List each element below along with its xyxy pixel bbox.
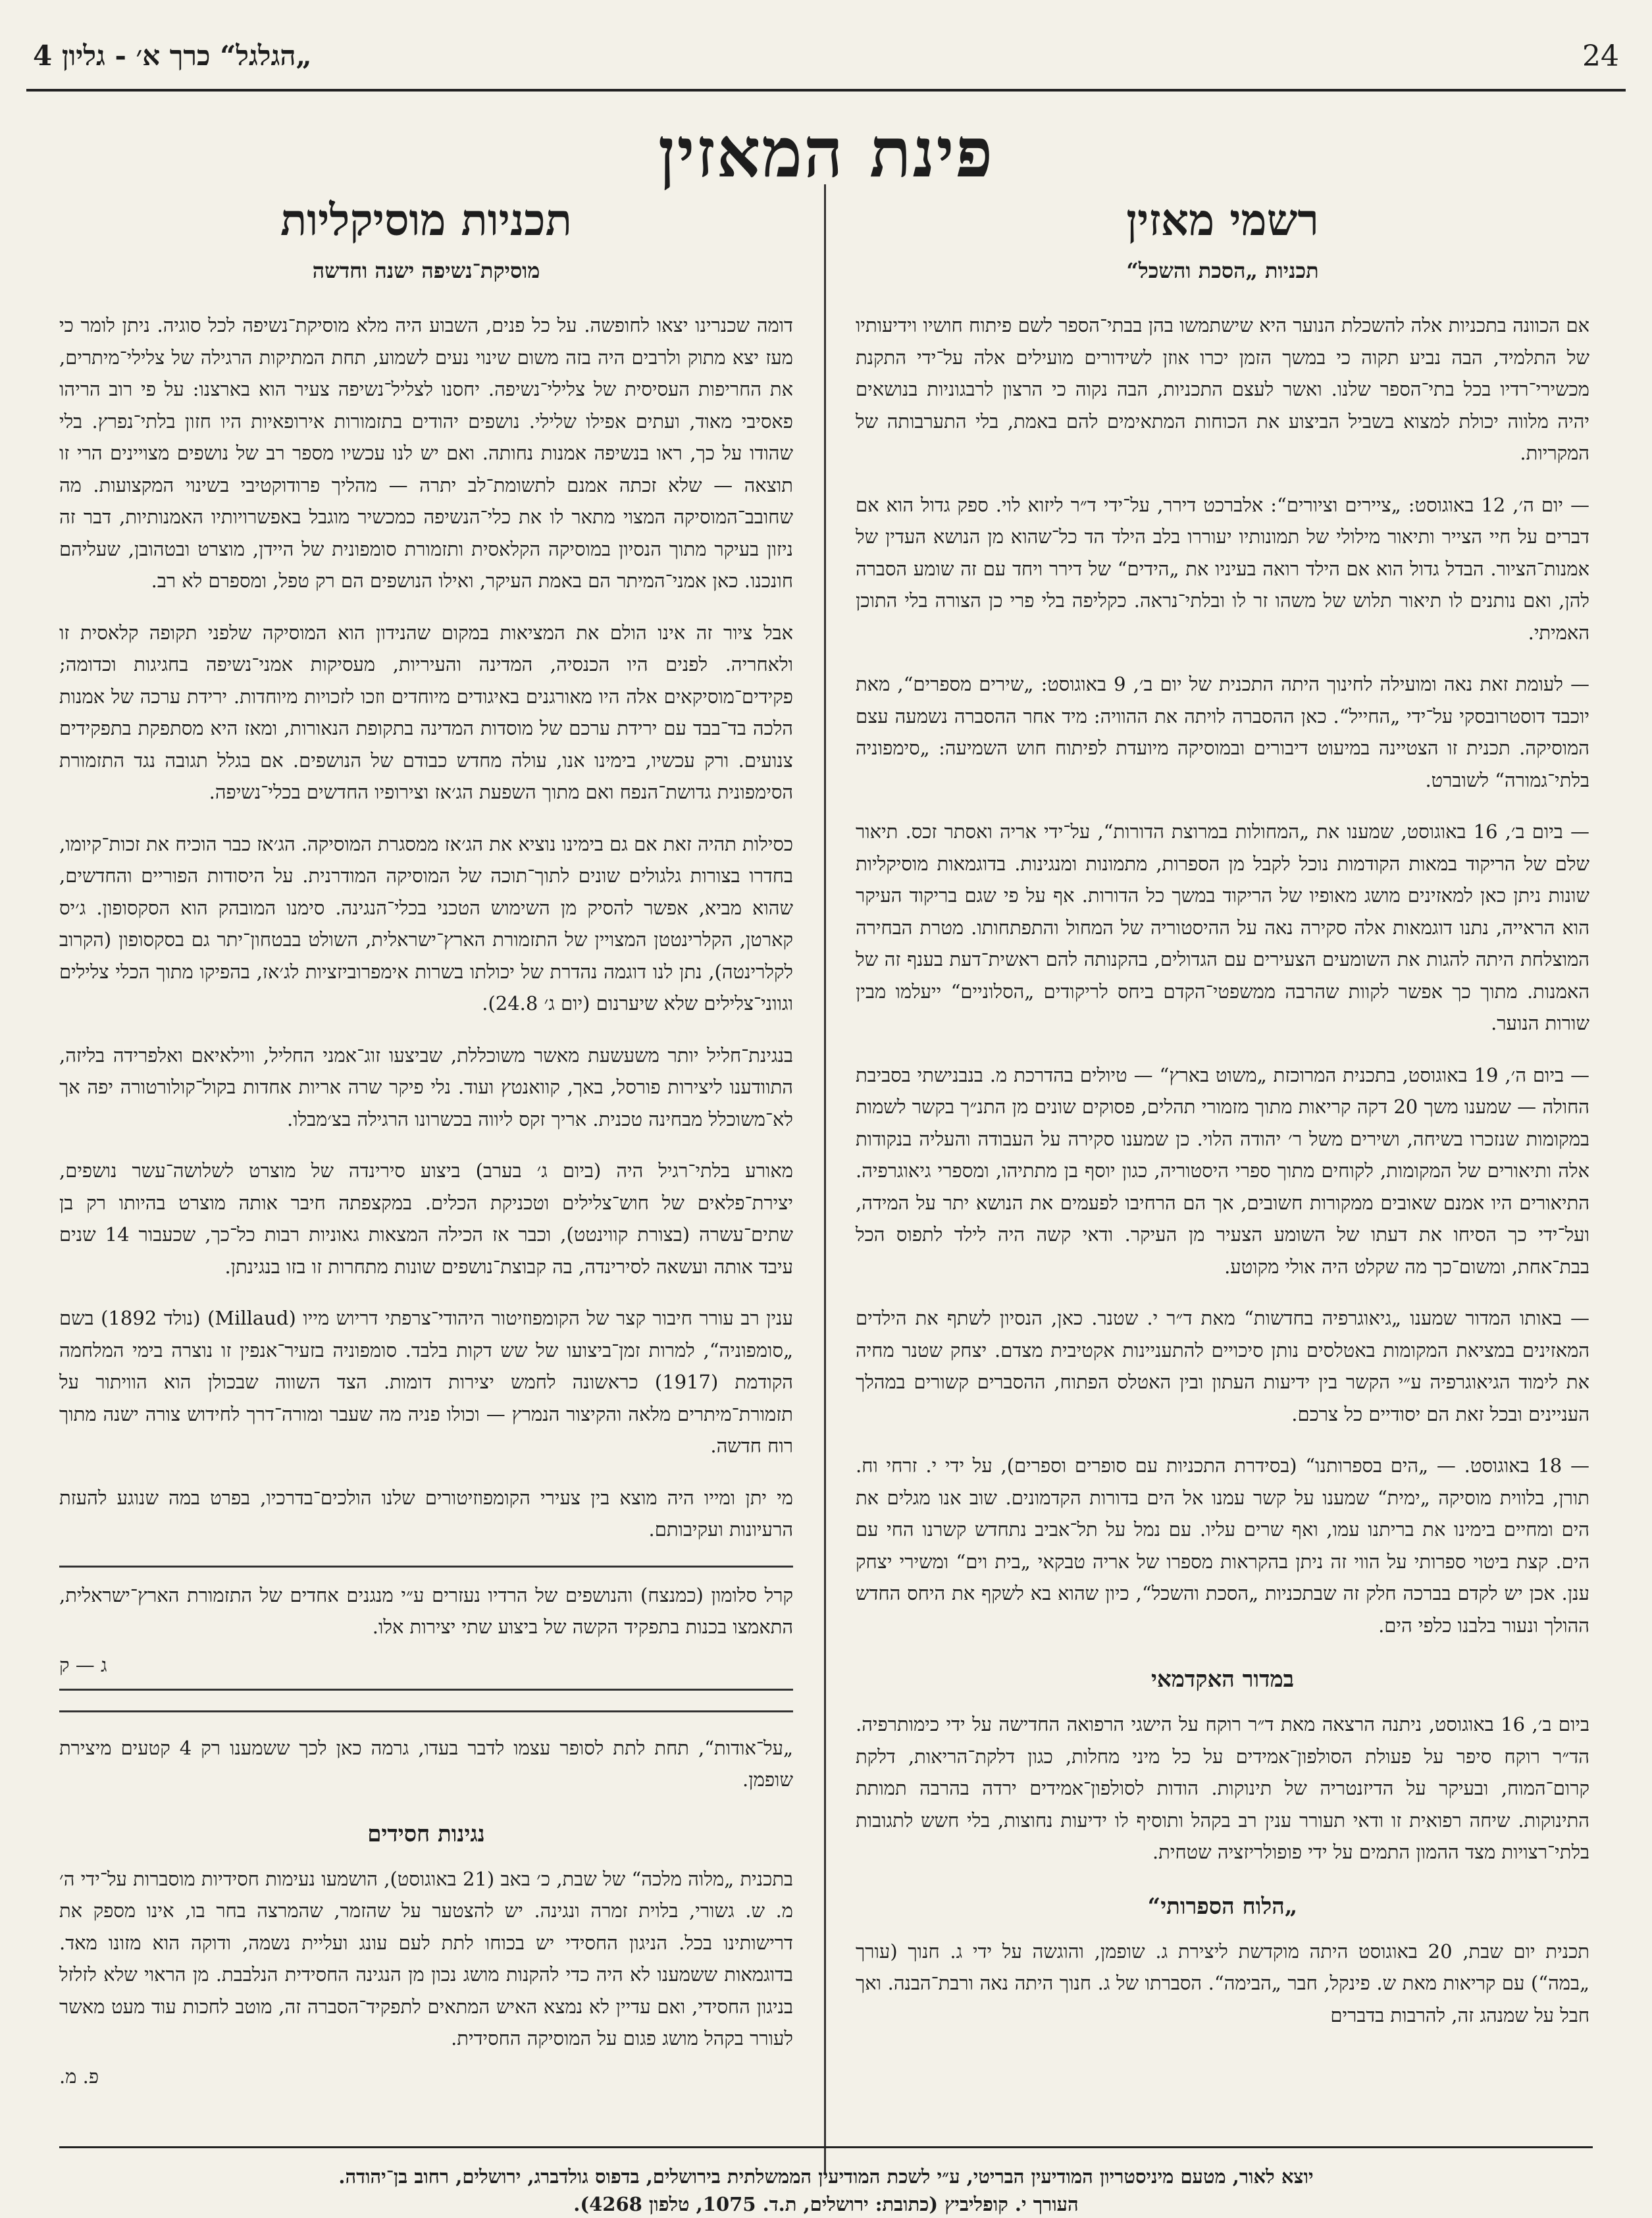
signature: פ. מ. [59, 2065, 99, 2088]
signature: ג — ק [59, 1653, 107, 1676]
chopin-note: „על־אודות“, תחת לתת לסופר עצמו לדבר בעדו, גרמה כאן לכך ששמענו רק 4 קטעים מיצירת שופמן. [59, 1736, 793, 1791]
hasidic-paragraph: בתכנית „מלוה מלכה“ של שבת, כ׳ באב (21 באוגוסט), הושמעו נעימות חסידיות מוסברות על־ידי ה׳ מ. ש. גשורי, בלוית זמרה ונגינה. יש להצטער על שהזמר, שהמרצה בחר בו, אינו מספק את דרישותינו בכל. הניגון החסידי יש בכוחו לתת לעם עונג ועליית נשמה, ודוקה הוא מזונו מאד. בדוגמאות ששמענו לא היה כדי להקנות מושג נכון מן הנגינה החסידית הנלבבת. מן הראוי שלא לזלזל בניגון החסידי, ואם עדיין לא נמצא האיש המתאים לתפקיד־הסברה זה, מוטב לחכות עוד מעט מאשר לעורר בקהל מושג פגום על המוסיקה החסידית. [59, 1867, 793, 2049]
hasidic-heading: נגינות חסידים [367, 1820, 485, 1847]
paragraph: כסילות תהיה זאת אם גם בימינו נוציא את הג׳אז ממסגרת המוסיקה. הג׳אז כבר הוכיח את זכות־קיומו, בחדרו בצורות גלגולים שונים לתוך־תוכה של המוסיקה המודרנית. על היסודות הפוריים והחדשים, שהוא מביא, אפשר להסיק מן השימוש הטכני בכלי־הנגינה. סימנו המובהק הוא הסקסופון. ג׳יס קארטן, הקלרינטטן המצויין של התזמורת הארץ־ישראלית, השולט בבטחון־יתר גם בסקסופון (הקרוב לקלרינטה), נתן לנו דוגמה נהדרת של יכולתו בשרות אימפרוביזציות לג׳אז, בהפיקו מתוך הכלי צלילים וגווני־צלילים שלא שיערנום (יום ג׳ 24.8). [59, 832, 793, 1015]
main-title: פינת המאזין [658, 112, 994, 193]
boxed-note [59, 1566, 793, 1691]
section-divider [59, 1710, 793, 1712]
paragraph: — יום ה׳, 12 באוגוסט: „ציירים וציורים“: אלברכט דירר, על־ידי ד״ר ליזוא לוי. ספק גדול הוא אם דברים על חיי הצייר ותיאור מילולי של תמונותיו יעוררו בלב הילד הד כל־שהוא מן הנושא העדין של אמנות־הציור. הבדל גדול הוא אם הילד רואה בעיניו את „הידים“ של דירר ויחד עם זה שומע הסברה להן, ואם נותנים לו תיאור תלוש של משהו זר לו ובלתי־נראה. כקליפה בלי פרי כן הצורה בלי התוכן האמיתי. [856, 493, 1589, 644]
running-head: „הגלגל“ כרך א׳ - גליון 4 [33, 40, 312, 72]
editor-line: העורך י. קופליביץ (כתובת: ירושלים, ת.ד. 1075, טלפון 4268). [573, 2193, 1079, 2215]
boxed-note-text: קרל סלומון (כמנצח) והנושפים של הרדיו נעזרים ע״י מנגנים אחדים של התזמורת הארץ־ישראלית, התאמצו בכנות בתפקיד הקשה של ביצוע שתי יצירות אלו. [59, 1583, 793, 1638]
academic-heading: במדור האקדמאי [1151, 1666, 1294, 1693]
right-column-title: רשמי מאזין [1126, 194, 1319, 246]
paragraph: — ביום ב׳, 16 באוגוסט, שמענו את „המחולות במרוצת הדורות“, על־ידי אריה ואסתר זכס. תיאור שלם של הריקוד במאות הקודמות נוכל לקבל מן הספרות, מתמונות ומנגינות. בדוגמאות מוסיקליות שונות ניתן כאן למאזינים מושג מאופיו של הריקוד במשך כל הדורות. אף על פי שגם בריקוד העיקר הוא הראייה, נתנו דוגמאות אלה סקירה נאה על ההיסטוריה של המחול והתפתחותו. מטרת הבחירה המוצלחת היתה להגות את השומעים הצעירים עם הגדולים, בהקנותה להם ראשית־דעת בענף זה של האמנות. מתוך כך אפשר לקוות שהרבה ממשפטי־הקדם ביחס לריקודים „הסלוניים“ ייעלמו מבין שורות הנוער. [856, 820, 1590, 1034]
paragraph: — באותו המדור שמענו „גיאוגרפיה בחדשות“ מאת ד״ר י. שטנר. כאן, הנסיון לשתף את הילדים המאזינים במציאת המקומות באטלסים נותן סיכויים להתעניינות אקטיבית מצדם. יצחק שטנר מחיה את לימוד הגיאוגרפיה ע״י הקשר בין ידיעות העתון ובין האטלס הפתוח, ההסברים קשורים במהלך העניינים ובכל זאת הם יסודיים כל צרכם. [856, 1307, 1589, 1425]
paragraph: בנגינת־חליל יותר משעשעת מאשר משוכללת, שביצעו זוג־אמני החליל, ווילאיאם ואלפרידה בליזה, התוודענו ליצירות פורסל, באך, קוואנטץ ועוד. נלי פיקר שרה אריות אחדות בקול־קולורטורה יפה אך לא־משוכלל מבחינה טכנית. אריך זקס ליווה בכשרונו הרגילה בצ׳מבלו. [59, 1043, 793, 1130]
footer-rule [59, 2146, 1593, 2148]
paragraph: אבל ציור זה אינו הולם את המציאות במקום שהנידון הוא המוסיקה שלפני תקופה קלאסית זו ולאחריה. לפנים היו הכנסיה, המדינה והעיריות, מעסיקות אמני־נשיפה בחגיגות וכדומה; פקידים־מוסיקאים אלה היו מאורגנים באיגודים מיוחדים וזכו לזכויות מיוחדות. ירידת ערכה של אמנות הלכה בד־בבד עם ירידת ערכם של מוסדות המדינה בתקופת הנאורות, ומאז היא מסתפקת בתפקידים צנועים. ורק עכשיו, בימינו אנו, עולה מחדש כבודם של הנושפים. אם בגלל תגובה נגד התזמורת הסימפונית גדושת־הנפח ואם מתוך השפעת הג׳אז וצירופיו החדשים בכלי־נשיפה. [59, 621, 793, 803]
imprint-line: יוצא לאור, מטעם מיניסטריון המודיעין הבריטי, ע״י לשכת המודיעין הממשלתית בירושלים, בדפוס גולדברג, ירושלים, רחוב בן־יהודה. [338, 2165, 1314, 2188]
academic-paragraph: ביום ב׳, 16 באוגוסט, ניתנה הרצאה מאת ד״ר רוקח על הישגי הרפואה החדישה על ידי כימותרפיה. הד״ר רוקח סיפר על פעולת הסולפון־אמידים על כל מיני מחלות, כגון דלקת־הריאות, דלקת קרום־המוח, ובעיקר על הדיזנטריה של תינוקות. הודות לסולפון־אמידים ירדה בהרבה תמותת התינוקות. שיחה רפואית זו ודאי תעורר ענין רב בקהל ותוסיף לו ידיעות נחוצות, בלי חשש לתגובות בלתי־רצויות מצד ההמון התמים על ידי פופולריזציה שטחית. [856, 1713, 1589, 1863]
right-column [856, 194, 1589, 2051]
left-column [59, 194, 793, 2095]
column-divider [824, 184, 826, 2173]
header-rule [26, 89, 1626, 92]
paragraph: מי יתן ומייו היה מוצא בין צעירי הקומפוזיטורים שלנו הולכים־בדרכיו, בפרט במה שנוגע להעזת הרעיונות ועקיבותם. [59, 1486, 793, 1541]
left-column-title: תכניות מוסיקליות [280, 194, 572, 246]
literary-paragraph: תכנית יום שבת, 20 באוגוסט היתה מוקדשת ליצירת ג. שופמן, והוגשה על ידי ג. חנוך (עורך „במה“) עם קריאות מאת ש. פינקל, חבר „הבימה“. הסברתו של ג. חנוך היתה נאה ורבת־הבנה. ואך חבל על שמנהג זה, להרבות בדברים [856, 1940, 1589, 2026]
page-header [26, 40, 1626, 86]
paragraph: — לעומת זאת נאה ומועילה לחינוך היתה התכנית של יום ב׳, 9 באוגוסט: „שירים מספרים“, מאת יוכבד דוסטרובסקי על־ידי „החייל“. כאן ההסברה לויתה את ההוויה: מיד אחר ההסברה נשמעה עצם המוסיקה. תכנית זו הצטיינה במיעוט דיבורים ובמוסיקה מיועדת לפיתוח חוש השמיעה: „סימפוניה בלתי־גמורה“ לשוברט. [856, 673, 1590, 791]
left-column-subtitle: מוסיקת־נשיפה ישנה וחדשה [312, 258, 540, 283]
paragraph: ענין רב עורר חיבור קצר של הקומפוזיטור היהודי־צרפתי דריוש מייו (Millaud) (נולד 1892) בשם „סומפוניה“, למרות זמן־ביצועו של שש דקות בלבד. סומפוניה בזעיר־אנפין זו נוצרה בימי המלחמה הקודמת (1917) כראשונה לחמש יצירות דומות. הצד השווה שבכולן הוא הוויתור על תזמורת־מיתרים מלאה והקיצור הנמרץ — וכולו פניה מה שעבר ומורה־דרך לחידוש צורה ישנה מתוך רוח חדשה. [59, 1307, 793, 1457]
paragraph: מאורע בלתי־רגיל היה (ביום ג׳ בערב) ביצוע סירינדה של מוצרט לשלושה־עשר נושפים, יצירת־פלאים של חוש־צלילים וטכניקת הכלים. במקצפתה חיבר אותה מוצרט בהיותו רק בן שתים־עשרה (בצורת קווינטט), וכבר אז הכילה המצאות גאוניות רבות כל־כך, שכעבור 14 שנים עיבד אותה ועשאה לסירינדה, בה קבוצת־נושפים שונות מתחרות זו בזו בנגינתן. [59, 1159, 793, 1278]
paragraph: אם הכוונה בתכניות אלה להשכלת הנוער היא שישתמשו בהן בבתי־הספר לשם פיתוח חושיו וידיעותיו של התלמיד, הבה נביע תקוה כי במשך הזמן יכרו אוזן לשידורים מועילים אלה על־ידי התקנת מכשירי־רדיו בכל בתי־הספר שלנו. ואשר לעצם התכניות, הבה נקוה כי הרצון לרבגוניות בנושאים יהיה מלווה יכולת למצוא בשביל הביצוע את הכוחות המתאימים להם באמת, בלי התערבותה של המקריות. [856, 314, 1590, 464]
paragraph: דומה שכנרינו יצאו לחופשה. על כל פנים, השבוע היה מלא מוסיקת־נשיפה לכל סוגיה. ניתן לומר כי מעז יצא מתוק ולרבים היה בזה משום שינוי נעים לשמוע, תחת המתיקות הרגילה של צלילי־מיתרים, את החריפות העסיסית של צלילי־נשיפה. יחסנו לצליל־נשיפה צעיר הוא בארצנו: על פי רוב הריהו פאסיבי מאוד, ועתים אפילו שלילי. נושפים יהודים בתזמורות אירופאיות היו חזון בלתי־נפרץ. בלי שהודו על כך, ראו בנשיפה אמנות נחותה. ואם יש לנו עכשיו מספר רב של נושפים מצויינים הרי זו תוצאה — שלא זכתה אמנם לתשומת־לב יתרה — מהליך פרודוקטיבי בשינוי המקצועות. מה שחובב־המוסיקה המצוי מתאר לו את כלי־הנשיפה כמכשיר מוגבל באפשרויותיו האמנותיות, דבר זה ניזון בעיקר מתוך הנסיון במוסיקה הקלאסית ותזמורת סומפונית של היידן, מוצרט ובטהובן, שעליהם חונכנו. כאן אמני־המיתר הם באמת העיקר, ואילו הנושפים הם רק טפל, ומספרם לא רב. [59, 314, 793, 592]
literary-heading: „הלוח הספרותי“ [1147, 1893, 1298, 1920]
right-column-subtitle: תכניות „הסכת והשכל“ [1126, 258, 1319, 283]
paragraph: — 18 באוגוסט. — „הים בספרותנו“ (בסידרת התכניות עם סופרים וספרים), על ידי י. זרחי וח. תורן, בלווית מוסיקה „ימית“ שמענו על קשר עמנו אל הים בדורות הקדמונים. שוב אנו מגלים את הים ומחיים בימינו את בריתנו עמו, ואף שרים עליו. עם נמל על תל־אביב נתחדש קשרנו החי עם הים. קצת ביטוי ספרותי על הווי זה ניתן בהקראות מספרו של אריה טבקאי „בית וים“ ומשירי יצחק ענן. אכן יש לקדם בברכה חלק זה שבתכניות „הסכת והשכל“, כיון שהוא בא לשקף את היחס החדש ההולך ונעור בלבנו כלפי הים. [856, 1454, 1589, 1637]
page-number: 24 [1582, 40, 1619, 73]
imprint-footer [66, 2163, 1586, 2218]
paragraph: — ביום ה׳, 19 באוגוסט, בתכנית המרוכזת „משוט בארץ“ — טיולים בהדרכת מ. בנבנישתי בסביבת החולה — שמענו משך 20 דקה קריאות מתוך מזמורי תהלים, פסוקים שונים מן התנ״ך בקשר לשמות במקומות שנזכרו בשיחה, ושירים משל ר׳ יהודה הלוי. כן שמענו סקירה על העבודה והעליה בנקודות אלה ותיאורים של המקומות, לקוחים מתוך ספרי היסטוריה, כגון יוסף בן מתתיהו, ומספרי גיאוגרפיה. התיאורים היו אמנם שאובים ממקורות חשובים, אך הם הרחיבו לפעמים את הנושא יתר על המידה, ועל־ידי כך הסיחו את דעתו של השומע הצעיר מן העיקר. ודאי קשה היה לילד לתפוס הכל בבת־אחת, ומשום־כך מה שקלט היה אולי מקוטע. [856, 1063, 1589, 1278]
